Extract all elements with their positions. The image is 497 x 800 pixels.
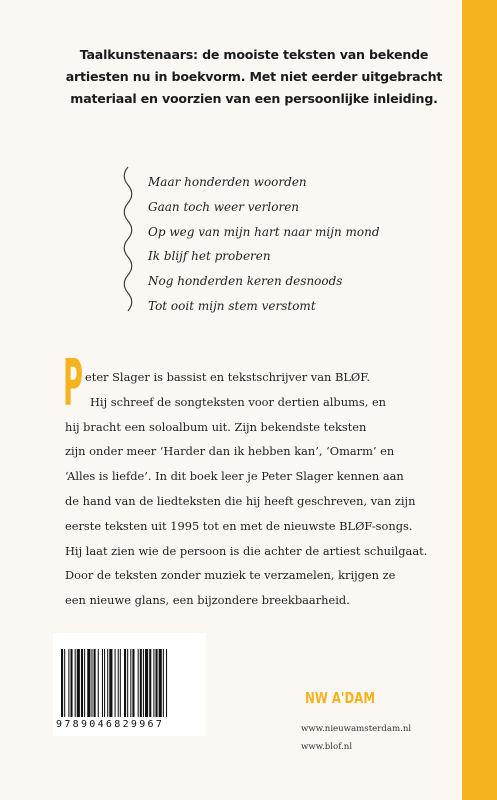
barcode-bar <box>84 649 85 717</box>
body-line: Door de teksten zonder muziek te verzamelen, krijgen ze <box>65 568 396 583</box>
barcode-bar <box>153 649 154 717</box>
body-line: eerste teksten uit 1995 tot en met de nieuwste BLØF-songs. <box>65 518 413 533</box>
barcode-bar <box>81 649 83 717</box>
barcode-bar <box>98 649 99 717</box>
lyric-line: Gaan toch weer verloren <box>148 199 300 214</box>
barcode-bar <box>127 649 128 717</box>
barcode-bar <box>102 649 103 717</box>
barcode-bar <box>109 649 112 717</box>
barcode-bar <box>143 649 144 717</box>
description-text <box>65 365 455 613</box>
artist-url: www.blof.nl <box>301 742 353 752</box>
body-line: hij bracht een soloalbum uit. Zijn bekendste teksten <box>65 419 367 434</box>
publisher-logo-text: NW A'DAM <box>305 689 375 707</box>
body-line: Hij laat zien wie de persoon is die achter de artiest schuilgaat. <box>65 543 428 558</box>
barcode-bar <box>159 649 162 717</box>
barcode-bar <box>120 649 121 717</box>
publisher-url: www.nieuwamsterdam.nl <box>301 724 412 734</box>
barcode-bar <box>104 649 105 717</box>
isbn-number: 9789046829967 <box>56 719 165 730</box>
intro-line: Taalkunstenaars: de mooiste teksten van bekende <box>79 47 429 62</box>
barcode-bar <box>140 649 142 717</box>
lyric-line: Nog honderden keren desnoods <box>148 274 343 289</box>
spine-accent-band <box>462 0 497 800</box>
lyric-line: Tot ooit mijn stem verstomt <box>148 298 316 313</box>
barcode-bar <box>124 649 126 717</box>
barcode-bar <box>156 649 158 717</box>
barcode-bar <box>87 649 90 717</box>
body-line: een nieuwe glans, een bijzondere breekbaarheid. <box>65 593 350 608</box>
lyric-line: Op weg van mijn hart naar mijn mond <box>148 224 380 239</box>
barcode-bar <box>61 649 63 717</box>
publisher-logo <box>305 687 375 707</box>
barcode-bar <box>107 649 108 717</box>
barcode-bar <box>94 649 96 717</box>
body-line: eter Slager is bassist en tekstschrijver van BLØF. <box>85 370 370 384</box>
barcode-bar <box>132 649 134 717</box>
body-line: Hij schreef de songteksten voor dertien albums, en <box>90 394 387 409</box>
barcode-bar <box>68 649 69 717</box>
barcode-bar <box>130 649 131 717</box>
lyric-line: Maar honderden woorden <box>148 175 307 189</box>
wavy-line-icon <box>122 167 134 313</box>
lyric-lines <box>148 170 380 319</box>
lyric-line: Ik blijf het proberen <box>148 249 271 264</box>
intro-line: artiesten nu in boekvorm. Met niet eerder uitgebracht <box>65 69 443 84</box>
barcode-bar <box>166 649 167 717</box>
barcode-bar <box>77 649 80 717</box>
drop-cap-letter: P <box>63 347 83 421</box>
intro-line: materiaal en voorzien van een persoonlijke inleiding. <box>70 91 438 106</box>
barcode <box>53 633 206 736</box>
barcode-bar <box>91 649 92 717</box>
barcode-bar <box>118 649 119 717</box>
barcode-bar <box>115 649 116 717</box>
intro-blurb <box>52 44 456 110</box>
body-line: de hand van de liedteksten die hij heeft geschreven, van zijn <box>65 493 416 508</box>
barcode-bar <box>163 649 164 717</box>
lyric-quote <box>122 167 442 313</box>
barcode-bars <box>61 649 198 717</box>
barcode-bar <box>138 649 139 717</box>
body-line: ‘Alles is liefde’. In dit boek leer je Peter Slager kennen aan <box>65 469 404 484</box>
barcode-bar <box>70 649 72 717</box>
barcode-bar <box>149 649 151 717</box>
barcode-bar <box>75 649 76 717</box>
body-line: zijn onder meer ‘Harder dan ik hebben kan’, ‘Omarm’ en <box>65 444 395 459</box>
barcode-bar <box>64 649 65 717</box>
barcode-bar <box>145 649 148 717</box>
